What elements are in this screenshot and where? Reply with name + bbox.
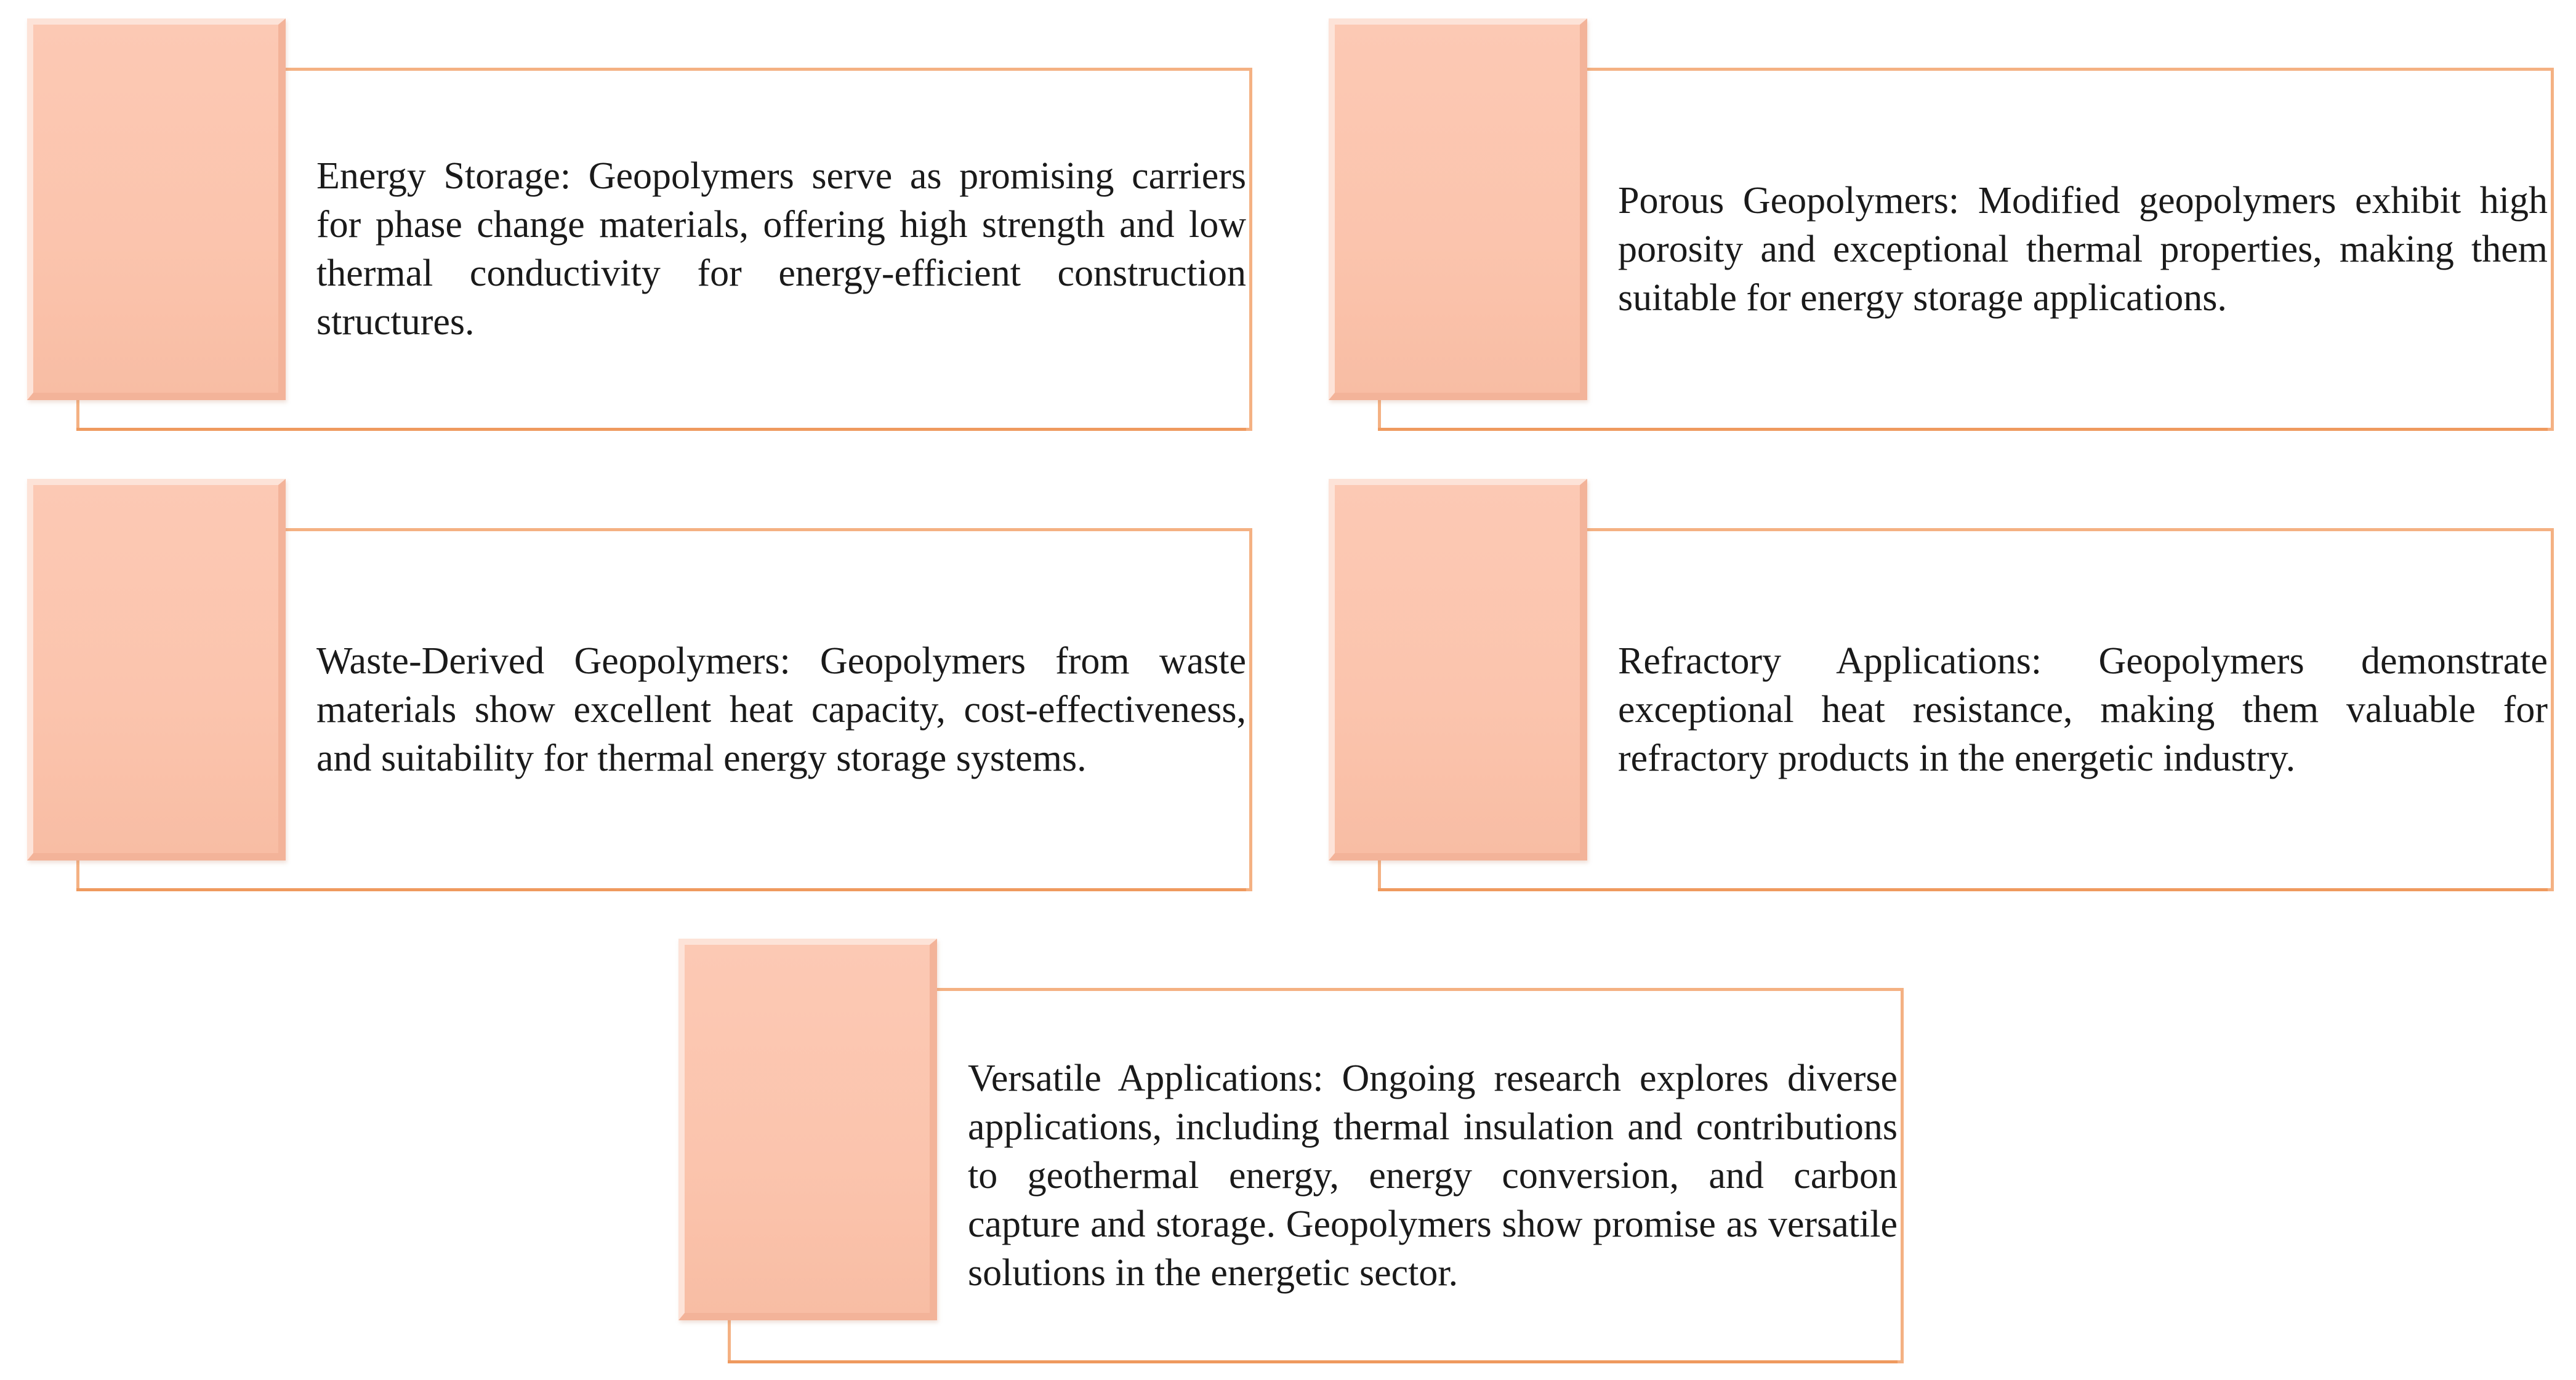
card-porous-geopolymers xyxy=(1329,18,2560,437)
card-text: Refractory Applications: Geopolymers demonstrate exceptional heat resistance, making them valuable for refractory products in the energetic industry. xyxy=(1618,640,2548,779)
card-tab xyxy=(27,479,286,860)
card-text: Energy Storage: Geopolymers serve as promising carriers for phase change materials, offering high strength and low thermal conductivity for energy-efficient construction structures. xyxy=(316,155,1246,343)
card-energy-storage xyxy=(27,18,1258,437)
card-tab xyxy=(1329,18,1587,400)
card-text-container xyxy=(316,68,1246,431)
card-tab xyxy=(27,18,286,400)
card-versatile-applications xyxy=(678,939,1910,1370)
card-text-container xyxy=(1618,528,2548,891)
card-text-container xyxy=(968,988,1898,1363)
card-refractory-applications xyxy=(1329,479,2560,897)
card-text: Versatile Applications: Ongoing research explores diverse applications, including thermal insulation and contributions to geothermal energy, energy conversion, and carbon capture and storage. Geopolymers show promise as versatile solutions in the energetic sector. xyxy=(968,1057,1898,1294)
card-text: Waste-Derived Geopolymers: Geopolymers from waste materials show excellent heat capacity, cost-effectiveness, and suitability for thermal energy storage systems. xyxy=(316,640,1246,779)
card-waste-derived-geopolymers xyxy=(27,479,1258,897)
card-tab xyxy=(1329,479,1587,860)
card-text-container xyxy=(1618,68,2548,431)
card-tab xyxy=(678,939,937,1320)
card-text: Porous Geopolymers: Modified geopolymers exhibit high porosity and exceptional thermal properties, making them suitable for energy storage applications. xyxy=(1618,179,2548,319)
card-text-container xyxy=(316,528,1246,891)
